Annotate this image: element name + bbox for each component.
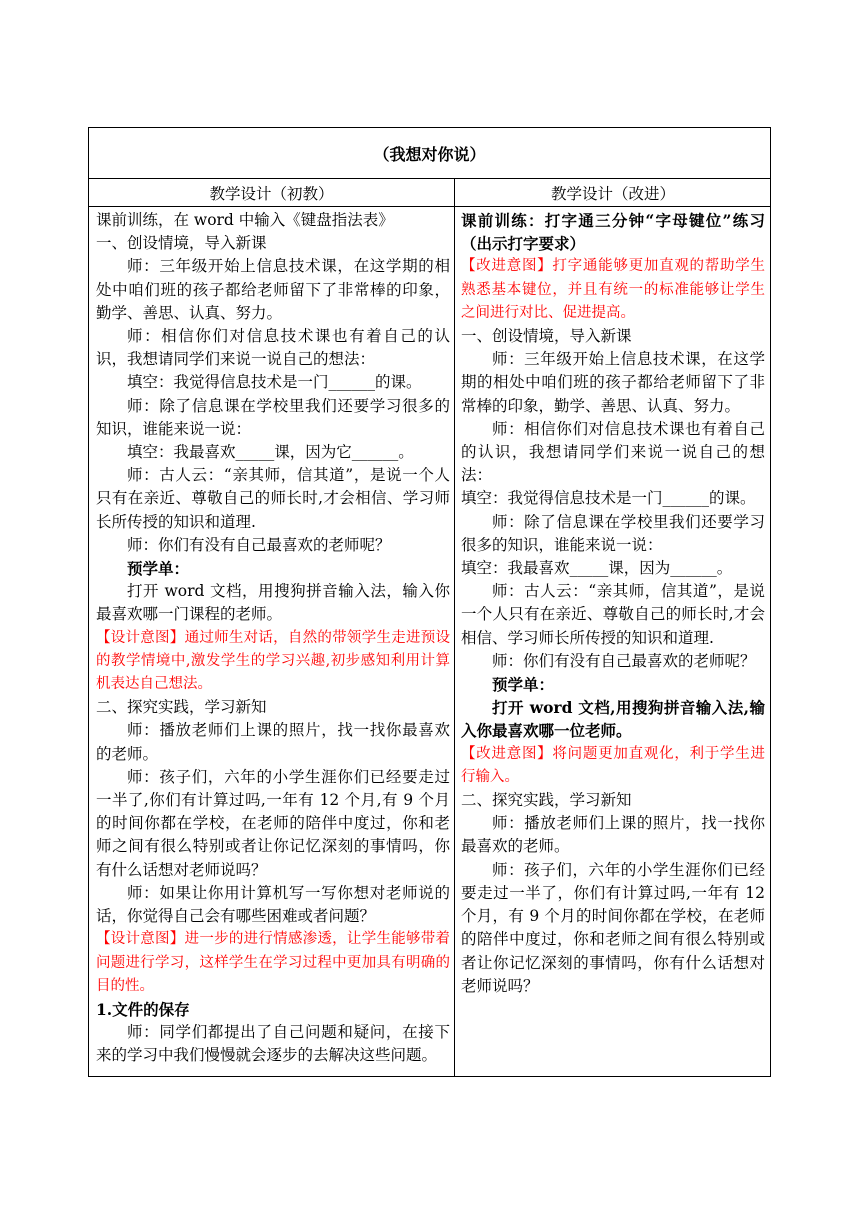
paragraph: 师：孩子们，六年的小学生涯你们已经要走过一半了，你们有计算过吗,一年有 12 个月，有 9 个月的时间你都在学校，在老师的陪伴中度过，你和老师之间有很么特别或者让你记忆深刻的事情吗，你有什么话想对老师说吗？: [461, 860, 765, 995]
paragraph: 预学单：: [492, 675, 555, 695]
paragraph: 师：你们有没有自己最喜欢的老师呢？: [127, 535, 391, 554]
paragraph: 师：播放老师们上课的照片，找一找你最喜欢的老师。: [461, 814, 765, 856]
improved-design-column: [461, 209, 765, 998]
paragraph: 师：播放老师们上课的照片，找一找你最喜欢的老师。: [96, 721, 450, 763]
paragraph: 打开 word 文档,用搜狗拼音输入法,输入你最喜欢哪一位老师。: [461, 698, 765, 741]
paragraph: 师：如果让你用计算机写一写你想对老师说的话，你觉得自己会有哪些困难或者问题？: [96, 883, 450, 926]
paragraph: 预学单：: [127, 559, 190, 579]
paragraph: 填空：我最喜欢_____课，因为______。: [461, 559, 733, 578]
paragraph: 师：你们有没有自己最喜欢的老师呢？: [492, 651, 756, 670]
design-intent-note: 【设计意图】进一步的进行情感渗透，让学生能够带着问题进行学习，这样学生在学习过程中更加具有明确的目的性。: [96, 931, 450, 994]
paragraph: 1.文件的保存: [96, 999, 190, 1019]
paragraph: 师：三年级开始上信息技术课，在这学期的相处中咱们班的孩子都给老师留下了非常棒的印象，勤学、善思、认真、努力。: [461, 350, 765, 415]
paragraph: 课前训练：打字通三分钟“字母键位”练习（出示打字要求）: [461, 211, 765, 254]
header-improved-design: 教学设计（改进）: [550, 184, 675, 203]
column-divider: [454, 179, 455, 1077]
paragraph: 师：三年级开始上信息技术课，在这学期的相处中咱们班的孩子都给老师留下了非常棒的印象，勤学、善思、认真、努力。: [96, 257, 450, 322]
paragraph: 师：相信你们对信息技术课也有着自己的认识，我想请同学们来说一说自己的想法：: [461, 419, 765, 485]
paragraph: 二、探究实践，学习新知: [96, 698, 267, 717]
paragraph: 师：除了信息课在学校里我们还要学习很多的知识，谁能来说一说：: [96, 396, 450, 438]
paragraph: 师：古人云：“亲其师，信其道”，是说一个人只有在亲近、尊敬自己的师长时,才会相信、学习师长所传授的知识和道理.: [461, 582, 765, 647]
paragraph: 师：古人云：“亲其师，信其道”，是说一个人只有在亲近、尊敬自己的师长时,才会相信、学习师长所传授的知识和道理.: [96, 466, 450, 531]
design-intent-note: 【改进意图】打字通能够更加直观的帮助学生熟悉基本键位，并且有统一的标准能够让学生之间进行对比、促进提高。: [461, 258, 765, 321]
paragraph: 师：相信你们对信息技术课也有着自己的认识，我想请同学们来说一说自己的想法：: [96, 327, 450, 369]
paragraph: 师：同学们都提出了自己问题和疑问，在接下来的学习中我们慢慢就会逐步的去解决这些问题。: [96, 1023, 450, 1065]
header-row: [89, 179, 770, 207]
initial-design-column: [96, 209, 450, 1068]
paragraph: 一、创设情境，导入新课: [96, 234, 267, 253]
paragraph: 填空：我觉得信息技术是一门______的课。: [127, 373, 422, 392]
design-intent-note: 【设计意图】通过师生对话，自然的带领学生走进预设的教学情境中,激发学生的学习兴趣,初步感知利用计算机表达自己想法。: [96, 629, 450, 693]
paragraph: 师：除了信息课在学校里我们还要学习很多的知识，谁能来说一说：: [461, 512, 765, 554]
paragraph: 二、探究实践，学习新知: [461, 791, 632, 810]
paragraph: 一、创设情境，导入新课: [461, 327, 632, 346]
paragraph: 课前训练，在 word 中输入《键盘指法表》: [96, 211, 394, 229]
paragraph: 师：孩子们，六年的小学生涯你们已经要走过一半了,你们有计算过吗,一年有 12 个月,有 9 个月的时间你都在学校，在老师的陪伴中度过，你和老师之间有很么特别或者让你记忆深刻的事情吗，你有什么话想对老师说吗？: [96, 767, 450, 879]
paragraph: 打开 word 文档，用搜狗拼音输入法，输入你最喜欢哪一门课程的老师。: [96, 582, 450, 624]
table-title: （我想对你说）: [89, 128, 770, 179]
header-initial-design: 教学设计（初教）: [209, 184, 334, 203]
paragraph: 填空：我觉得信息技术是一门______的课。: [461, 489, 756, 508]
paragraph: 填空：我最喜欢_____课，因为它______。: [127, 443, 414, 462]
lesson-comparison-table: [88, 127, 771, 1077]
design-intent-note: 【改进意图】将问题更加直观化，利于学生进行输入。: [461, 745, 765, 785]
